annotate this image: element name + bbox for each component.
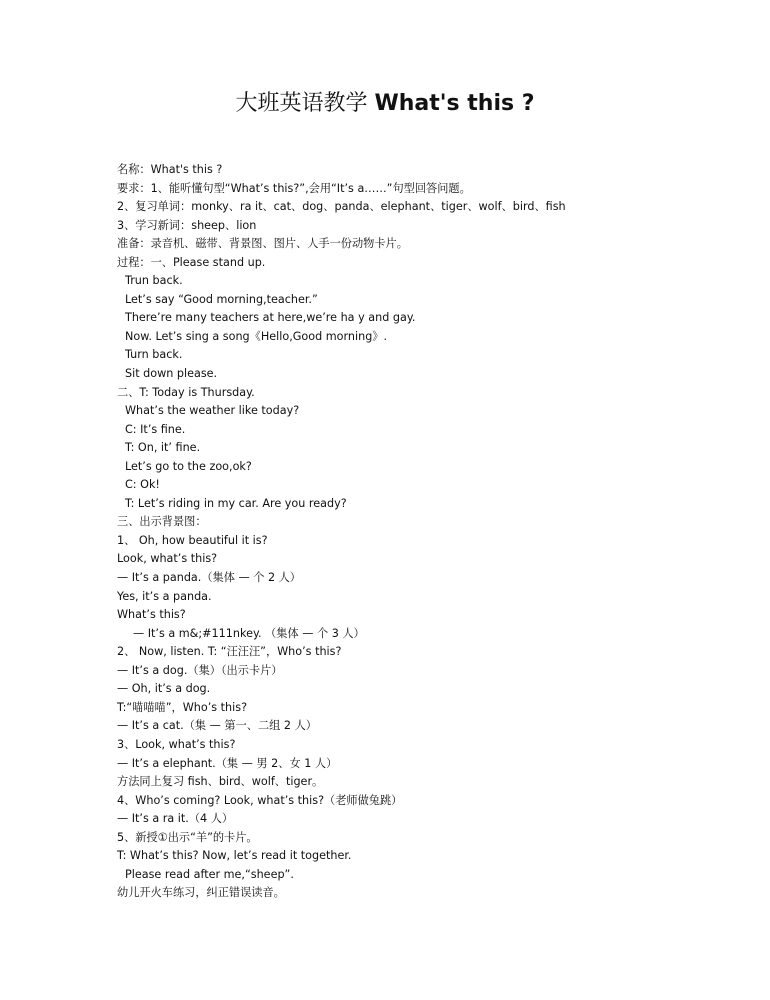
text-line: T:“喵喵喵”，Who’s this? <box>117 700 248 714</box>
document-title <box>0 88 770 120</box>
text-line: Now. Let’s sing a song《Hello,Good morning》. <box>125 329 388 343</box>
text-line: — It’s a ra it.（4 人） <box>117 812 234 826</box>
text-line: — It’s a dog.（集）（出示卡片） <box>117 663 283 677</box>
text-line: 4、Who’s coming? Look, what’s this?（老师做兔跳） <box>117 793 403 807</box>
text-line: Let’s go to the zoo,ok? <box>125 459 252 473</box>
text-line: 准备：录音机、磁带、背景图、图片、人手一份动物卡片。 <box>117 237 408 251</box>
text-line: 二、T: Today is Thursday. <box>117 385 255 399</box>
title-chinese: 大班英语教学 <box>235 91 375 116</box>
text-line: T: What’s this? Now, let’s read it together. <box>117 849 352 863</box>
text-line: Look, what’s this? <box>117 552 218 566</box>
text-line: — It’s a panda.（集体 — 个 2 人） <box>117 571 301 585</box>
text-line: — Oh, it’s a dog. <box>117 682 211 696</box>
text-line: 1、 Oh, how beautiful it is? <box>117 533 268 547</box>
text-line: 名称：What's this ? <box>117 163 223 176</box>
text-line: 2、 Now, listen. T: “汪汪汪”，Who’s this? <box>117 645 342 659</box>
text-line: There’re many teachers at here,we’re ha y and gay. <box>125 311 416 325</box>
text-line: Turn back. <box>125 348 183 362</box>
text-line: 3、学习新词：sheep、lion <box>117 218 257 232</box>
text-line: — It’s a m&;#111nkey. （集体 — 个 3 人） <box>133 626 365 640</box>
text-line: 幼儿开火车练习，纠正错误读音。 <box>117 886 285 900</box>
text-line: 方法同上复习 fish、bird、wolf、tiger。 <box>117 775 324 789</box>
text-line: 5、新授①出示“羊”的卡片。 <box>117 830 258 844</box>
text-line: 3、Look, what’s this? <box>117 737 236 751</box>
text-line: Let’s say “Good morning,teacher.” <box>125 292 318 306</box>
text-line: Trun back. <box>125 274 183 288</box>
text-line: Sit down please. <box>125 367 218 381</box>
text-line: 过程：一、Please stand up. <box>117 255 266 269</box>
text-line: C: It’s fine. <box>125 422 186 436</box>
title-english: What's this ? <box>374 91 535 116</box>
text-line: What’s this? <box>117 608 186 622</box>
text-line: — It’s a elephant.（集 — 男 2、女 1 人） <box>117 756 338 770</box>
text-line: 三、出示背景图： <box>117 515 207 529</box>
text-line: Please read after me,“sheep”. <box>125 867 294 881</box>
document-body <box>117 161 737 903</box>
text-line: — It’s a cat.（集 — 第一、二组 2 人） <box>117 719 317 733</box>
text-line: C: Ok! <box>125 478 160 492</box>
text-line: 要求：1、能听懂句型“What’s this?”,会用“It’s a……”句型回答问题。 <box>117 181 471 195</box>
text-line: T: Let’s riding in my car. Are you ready? <box>125 496 347 510</box>
text-line: Yes, it’s a panda. <box>117 589 212 603</box>
text-line: 2、复习单词：monky、ra it、cat、dog、panda、elephant、tiger、wolf、bird、fish <box>117 200 566 214</box>
text-line: T: On, it’ fine. <box>125 441 201 455</box>
text-line: What’s the weather like today? <box>125 404 300 418</box>
